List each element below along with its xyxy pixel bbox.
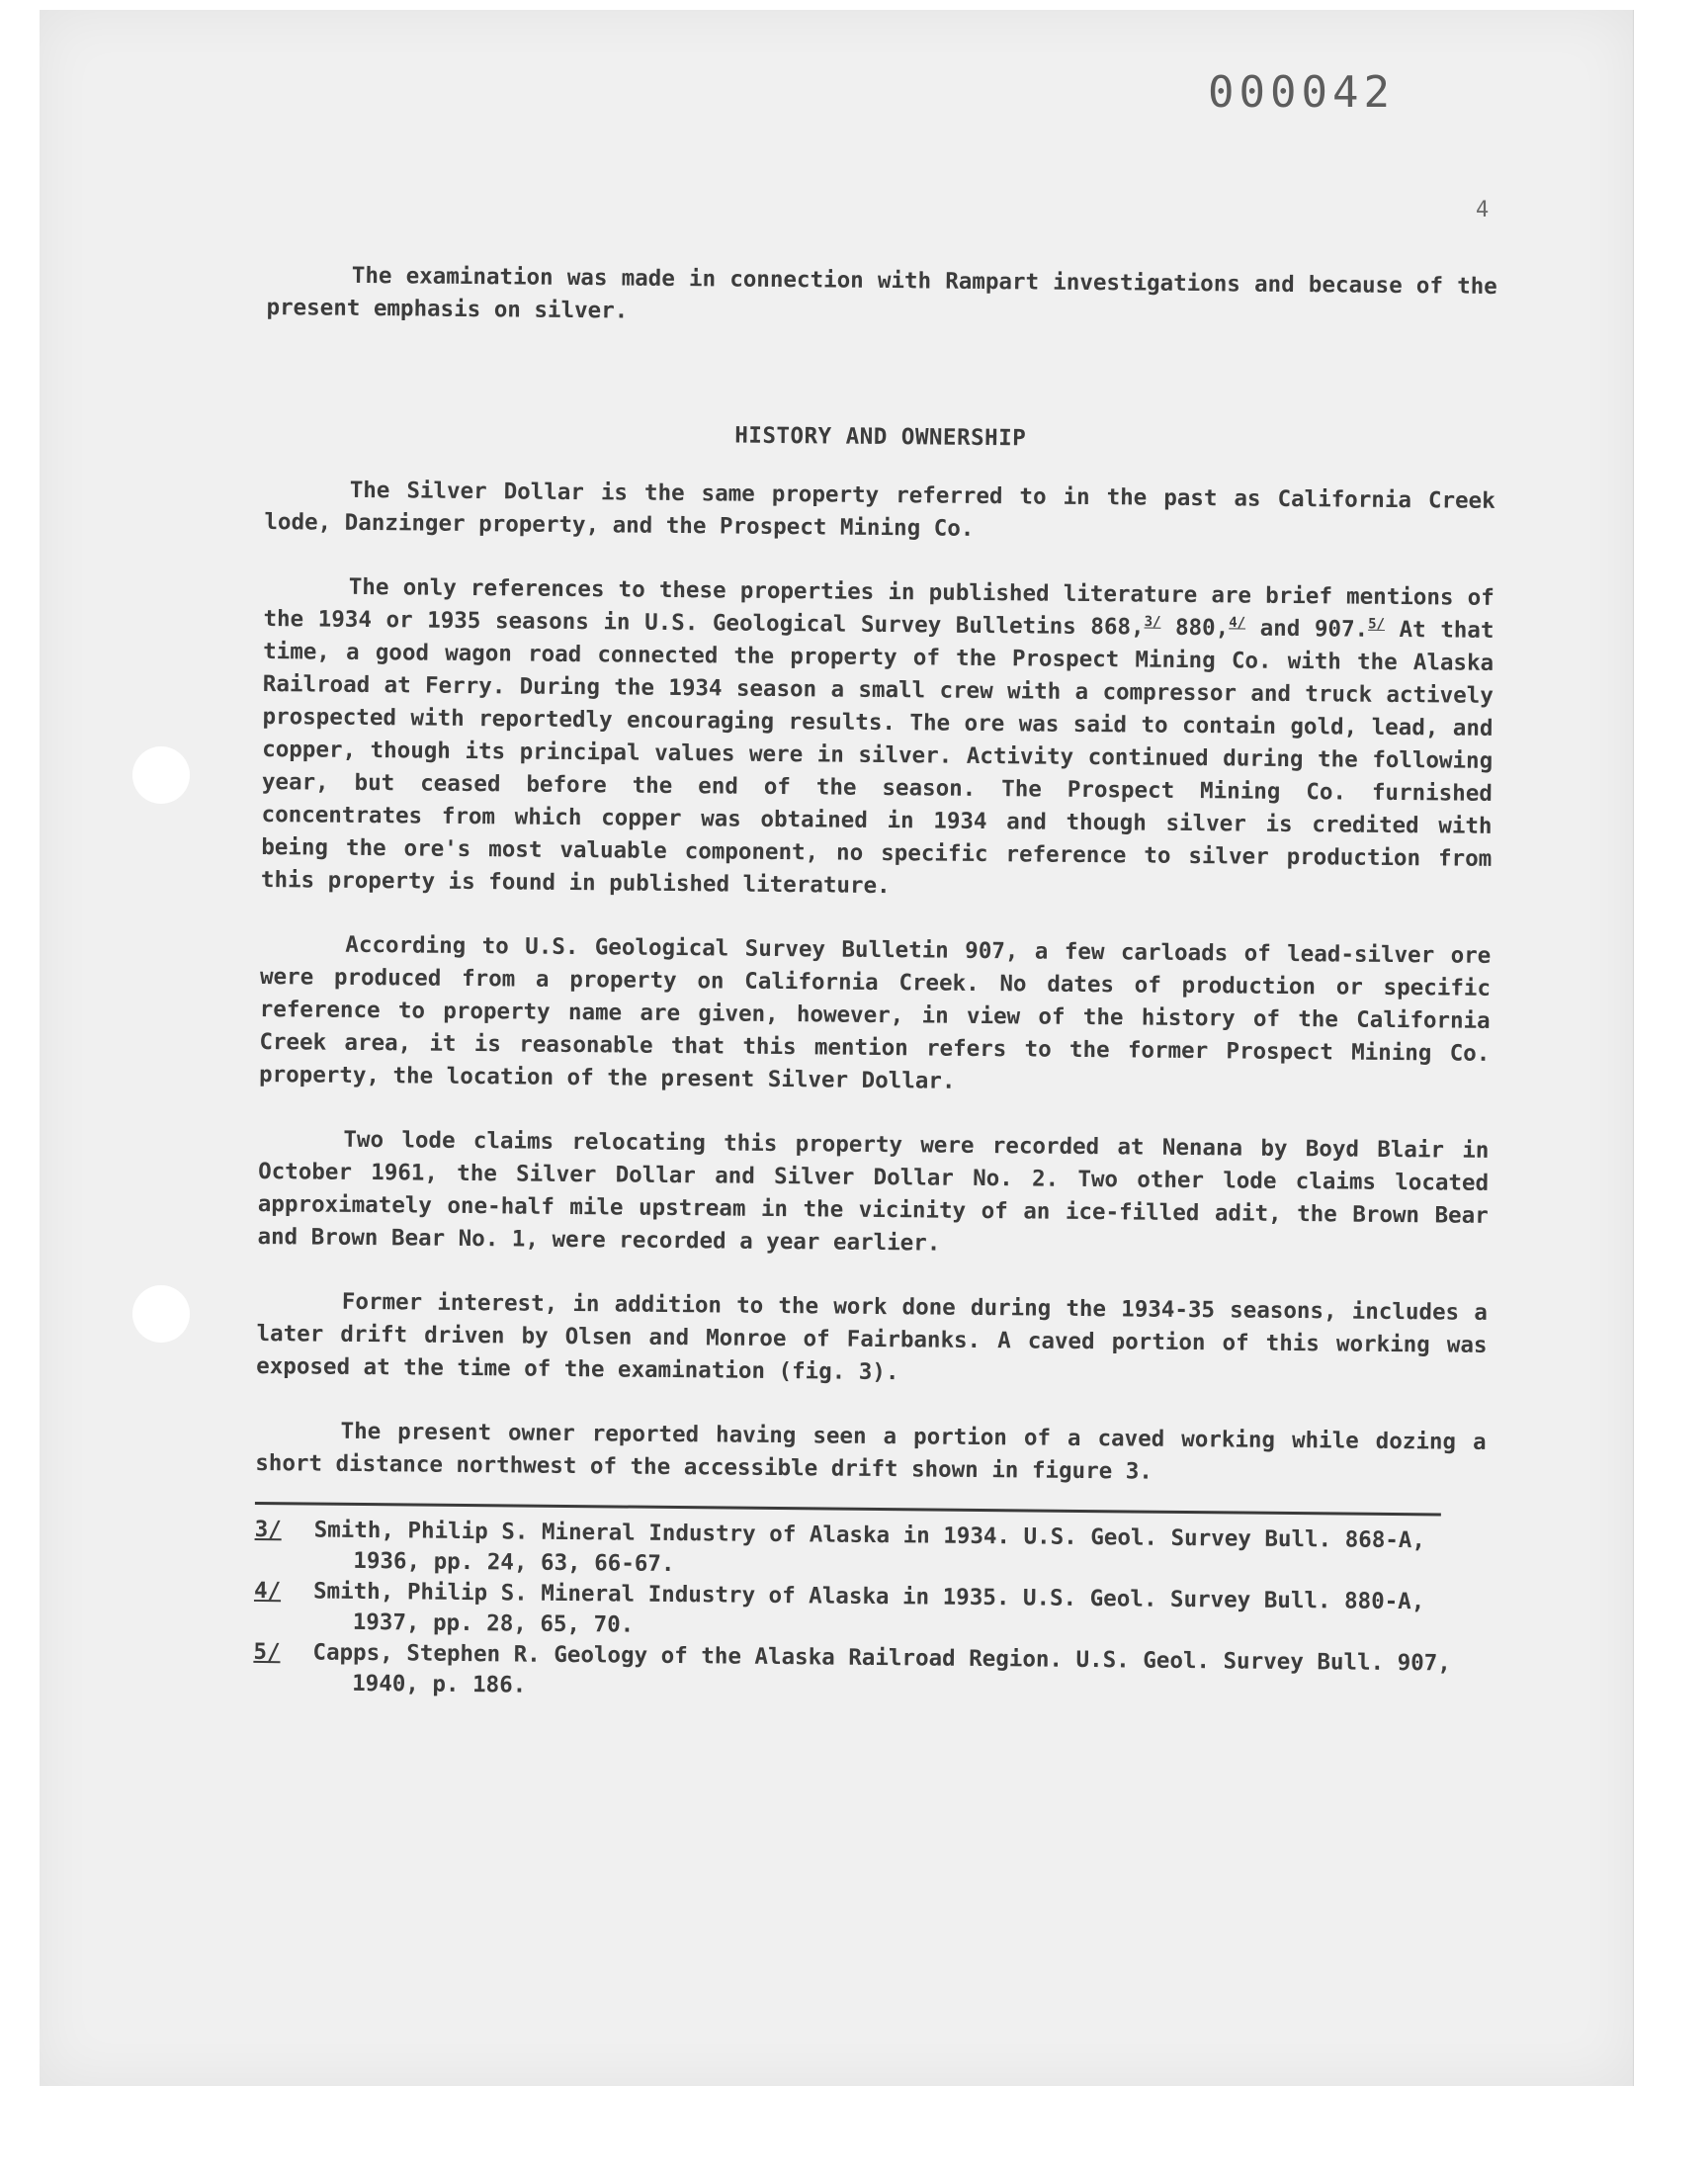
footnote-divider <box>255 1502 1441 1517</box>
paragraph: The present owner reported having seen a portion of a caved working while dozing a short distance northwest of the accessible drift shown in figure 3. <box>255 1418 1487 1485</box>
footnote <box>253 1637 1485 1710</box>
document-body <box>253 259 1497 1710</box>
paragraph: Two lode claims relocating this property were recorded at Nenana by Boyd Blair in October 1961, the Silver Dollar and Silver Dollar No. 2. Two other lode claims located approximately one-half mile upstream in the vicinity of an ice-filled adit, the Brown Bear and Brown Bear No. 1, were recorded a year earlier. <box>257 1126 1490 1257</box>
footnote-text: Capps, Stephen R. Geology of the Alaska Railroad Region. U.S. Geol. Survey Bull. 907, 1940, p. 186. <box>312 1639 1451 1698</box>
paragraph: According to U.S. Geological Survey Bulletin 907, a few carloads of lead-silver ore were produced from a property on California Creek. No dates of production or specific reference to property name are given, however, in view of the history of the California Creek area, it is reasonable that this mention refers to the former Prospect Mining Co. property, the location of the present Silver Dollar. <box>258 931 1492 1094</box>
footnote-text: Smith, Philip S. Mineral Industry of Alaska in 1934. U.S. Geol. Survey Bull. 868-A, 1936, pp. 24, 63, 66-67. <box>313 1517 1426 1578</box>
document-stamp: 000042 <box>1208 67 1395 118</box>
footnote-ref: 5/ <box>1368 616 1386 633</box>
footnote-text: Smith, Philip S. Mineral Industry of Alaska in 1935. U.S. Geol. Survey Bull. 880-A, 1937, pp. 28, 65, 70. <box>312 1578 1425 1638</box>
paragraph-text: and 907. <box>1244 615 1369 643</box>
footnote-mark: 3/ <box>254 1516 282 1543</box>
page-number: 4 <box>1476 198 1490 222</box>
paragraph: The Silver Dollar is the same property referred to in the past as California Creek lode, Danzinger property, and the Prospect Mining Co. <box>264 477 1495 542</box>
paragraph-text: At that time, a good wagon road connected the property of the Prospect Mining Co. with the Alaska Railroad at Ferry. During the 1934 season a small crew with a compressor and truck actively prospected with reportedly encouraging results. The ore was said to contain gold, lead, and copper, though its principal values were in silver. Activity continued during the following year, but ceased before the end of the season. The Prospect Mining Co. furnished concentrates from which copper was obtained in 1934 and though silver is credited with being the ore's most valuable component, no specific reference to silver production from this property is found in published literature. <box>260 616 1494 900</box>
paragraph-text: The only references to these properties in published literature are brief mentions of the 1934 or 1935 seasons in U.S. Geological Survey Bulletins 868, <box>263 573 1494 641</box>
punch-hole <box>132 1285 190 1343</box>
paragraph: Former interest, in addition to the work done during the 1934-35 seasons, includes a later drift driven by Olsen and Monroe of Fairbanks. A caved portion of this working was exposed at the time of the examination (fig. 3). <box>256 1288 1488 1386</box>
footnote-mark: 4/ <box>253 1577 282 1605</box>
footnote-ref: 4/ <box>1229 614 1246 632</box>
footnotes <box>253 1515 1486 1710</box>
footnote-mark: 5/ <box>253 1638 281 1666</box>
intro-paragraph: The examination was made in connection with Rampart investigations and because of the present emphasis on silver. <box>266 262 1497 324</box>
footnote-ref: 3/ <box>1144 614 1161 631</box>
paragraph-with-references <box>261 570 1494 909</box>
section-heading: HISTORY AND OWNERSHIP <box>734 422 1027 452</box>
punch-hole <box>132 746 190 804</box>
paragraph-text: 880, <box>1160 614 1230 642</box>
